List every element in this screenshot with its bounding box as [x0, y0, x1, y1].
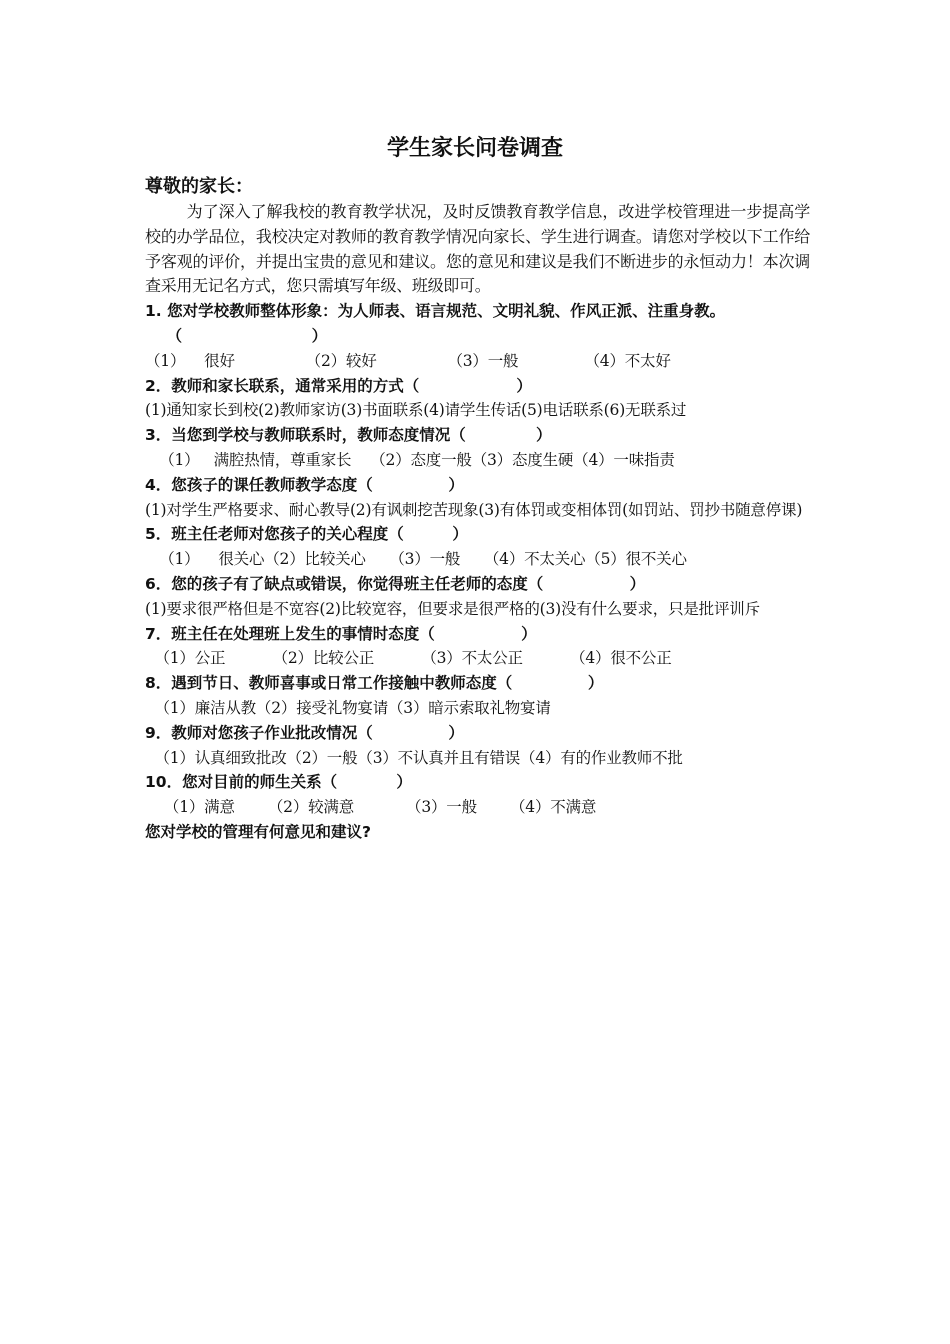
- question-7-options: （1）公正 （2）比较公正 （3）不太公正 （4）很不公正: [145, 649, 672, 668]
- question-2-options: (1)通知家长到校(2)教师家访(3)书面联系(4)请学生传话(5)电话联系(6)无联系过: [145, 401, 687, 420]
- question-2: 2．教师和家长联系，通常采用的方式（ ）: [145, 376, 532, 395]
- closing-question: 您对学校的管理有何意见和建议?: [145, 822, 371, 841]
- question-10: 10．您对目前的师生关系（ ）: [145, 773, 412, 792]
- question-7: 7．班主任在处理班上发生的事情时态度（ ）: [145, 624, 537, 643]
- intro-paragraph: 为了深入了解我校的教育教学状况，及时反馈教育教学信息，改进学校管理进一步提高学校的办学品位，我校决定对教师的教育教学情况向家长、学生进行调查。请您对学校以下工作给予客观的评价，并提出宝贵的意见和建议。您的意见和建议是我们不断进步的永恒动力！本次调查采用无记名方式，您只需填写年级、班级即可。: [145, 202, 810, 296]
- question-10-options: （1）满意 （2）较满意 （3）一般 （4）不满意: [145, 798, 597, 817]
- question-1-options: （1） 很好 （2）较好 （3）一般 （4）不太好: [145, 351, 671, 370]
- question-9: 9．教师对您孩子作业批改情况（ ）: [145, 723, 464, 742]
- questionnaire-body: [145, 174, 810, 845]
- question-5: 5．班主任老师对您孩子的关心程度（ ）: [145, 525, 468, 544]
- salutation: 尊敬的家长：: [145, 176, 253, 197]
- question-6: 6．您的孩子有了缺点或错误，你觉得班主任老师的态度（ ）: [145, 574, 646, 593]
- question-9-options: （1）认真细致批改（2）一般（3）不认真并且有错误（4）有的作业教师不批: [145, 748, 683, 767]
- page-title: 学生家长问卷调查: [386, 136, 563, 161]
- question-3-options: （1） 满腔热情，尊重家长 （2）态度一般（3）态度生硬（4）一味指责: [145, 450, 675, 469]
- question-4: 4．您孩子的课任教师教学态度（ ）: [145, 475, 464, 494]
- question-6-options: (1)要求很严格但是不宽容(2)比较宽容，但要求是很严格的(3)没有什么要求，只是批评训斥: [145, 599, 760, 618]
- question-3: 3．当您到学校与教师联系时，教师态度情况（ ）: [145, 426, 552, 445]
- question-5-options: （1） 很关心（2）比较关心 （3）一般 （4）不太关心（5）很不关心: [145, 550, 687, 569]
- question-8-options: （1）廉洁从教（2）接受礼物宴请（3）暗示索取礼物宴请: [145, 698, 551, 717]
- question-1: 1. 您对学校教师整体形象：为人师表、语言规范、文明礼貌、作风正派、注重身教。 （ ）: [145, 302, 726, 345]
- question-8: 8．遇到节日、教师喜事或日常工作接触中教师态度（ ）: [145, 674, 604, 693]
- question-4-options: (1)对学生严格要求、耐心教导(2)有讽刺挖苦现象(3)有体罚或变相体罚(如罚站、罚抄书随意停课): [145, 500, 803, 519]
